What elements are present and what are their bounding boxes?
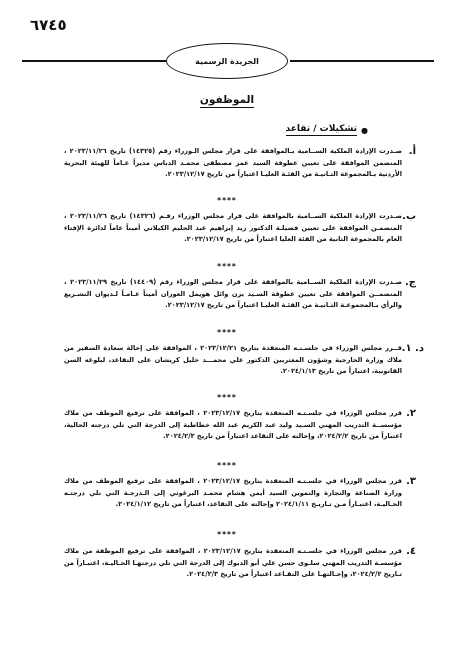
entry-label-c: ج.	[404, 277, 416, 288]
separator: ****	[217, 196, 237, 205]
entry-4: قرر مجلس الوزراء في جلسـتـه المنعقدة بتاريخ ٢٠٢٣/١٢/١٧ ، الموافقة على ترفيع الموظفة من ملاك مؤسسـة التدريب المهني سلـوى حسن علي أبو الديوك إلى الدرجة التي تلي درجتهـا الحـاليـة، اعتبـاراً من تـاريخ ٢٠٢٤/٢/٢، وإحـالتهـا على التقـاعد اعتباراً من تاريخ ٢٠٢٤/٢/٣.	[64, 547, 402, 579]
separator: ****	[217, 328, 237, 337]
entry-label-4: ٤.	[406, 546, 416, 557]
header-rule-right	[290, 60, 434, 62]
gazette-title: الجريدة الرسمية	[195, 56, 259, 66]
entry-label-b: ب.	[402, 211, 416, 222]
header-rule-left	[22, 60, 166, 62]
bullet-icon: ●	[361, 125, 368, 135]
entry-label-2: ٢.	[406, 408, 416, 419]
section-title	[0, 94, 454, 106]
entry-a: صـدرت الإرادة الملكية الســامية بـالموافقة على قرار مجلس الـوزراء رقم (١٤٣٢٥) تاريخ ٢٠٢٣/١١/٢٦ ، المتضمن الموافقة على تعيين عطوفة السيد عمر مصطفى محمـد الدباس مديراً عـاماً للهيئة البحرية الأردنية بـالمجموعة الثـانيـة من الفئـة العليـا اعتباراً من تاريخ ٢٠٢٣/١٢/١٧.	[64, 147, 402, 179]
separator: ****	[217, 393, 237, 402]
separator: ****	[217, 530, 237, 539]
entry-label-3: ٣.	[406, 476, 416, 487]
gazette-title-ellipse	[166, 43, 288, 79]
entry-3: قرر مجلس الوزراء في جلسـتـه المنعقدة بتاريخ ٢٠٢٣/١٢/١٧ ، الموافقة على ترفيع الموظف من ملاك وزارة الصناعة والتجارة والتموين السيد أيمن هشام محمـد البرغوثي إلى الـدرجـة التي تلي درجتـه الحـاليـة، اعتبـاراً مـن تـاريـخ ٢٠٢٤/١/١١ وإحالته على التقاعد، اعتباراً من تاريخ ٢٠٢٤/١/١٢.	[64, 477, 402, 509]
entry-label-d1: د. ١.	[401, 343, 424, 354]
separator: ****	[217, 461, 237, 470]
subheading-text: تشكيلات / تقاعد	[285, 124, 358, 134]
subheading	[286, 124, 368, 136]
entry-2: قرر مجلس الوزراء في جلسـتـه المنعقدة بتاريخ ٢٠٢٣/١٢/١٧ ، الموافقة على ترفيع الموظف من ملاك مؤسســة التدريب المهني السـيد وليد عبد الكريم عبد الله خطاطبة إلى الدرجة التي تلي درجته الحالية، اعتباراً من تاريخ ٢٠٢٤/٢/٢، وإحالته على التقاعد اعتباراً من تاريخ ٢٠٢٤/٢/٣.	[64, 409, 402, 441]
page-number: ٦٧٤٥	[30, 16, 67, 34]
entry-b: صـدرت الإرادة الملكية الســامية بالموافقة على قرار مجلس الوزراء رقـم (١٤٣٢٦) تاريخ ٢٠٢٣/١١/٢٦ ، المتضمـن الموافقة على تعيين فضيلـة الدكتور زيد إبراهيم عبد الحليم الكيلاني أميناً عاماً لدائرة الإفتاء العام بالمجموعة الثانية من الفئة العليا اعتباراً من تاريخ ٢٠٢٣/١٢/١٧.	[64, 212, 402, 244]
section-title-text: الموظفون	[199, 94, 255, 106]
entry-label-a: أ.	[408, 146, 416, 157]
entry-c: صـدرت الإرادة الملكية الســامية بالموافقة على قرار مجلس الوزراء رقم (١٤٤٠٩) تاريخ ٢٠٢٣/١١/٢٩ ، المتضمــن الموافقة على تعيين عطوفة السـيد يزن وائل هويمل العوران أميناً عـامـاً لـديوان التشـريع والرأي بـالمجموعـة الثـانيـة من الفئـة العليـا اعتباراً من تاريخ ٢٠٢٣/١٢/١٧.	[64, 278, 402, 310]
entry-d1: قــرر مجلس الوزراء في جلسـتـه المنعقدة بتاريخ ٢٠٢٣/١٢/٢١ ، الموافقة على إحالة سعادة السفير من ملاك وزارة الخارجية وشؤون المغتربين الدكتور علي محمـــد خليل كريشان على التقاعد، لبلوغه السن القانونية، اعتباراً من تاريخ ٢٠٢٤/١/١٣.	[64, 344, 402, 376]
separator: ****	[217, 262, 237, 271]
